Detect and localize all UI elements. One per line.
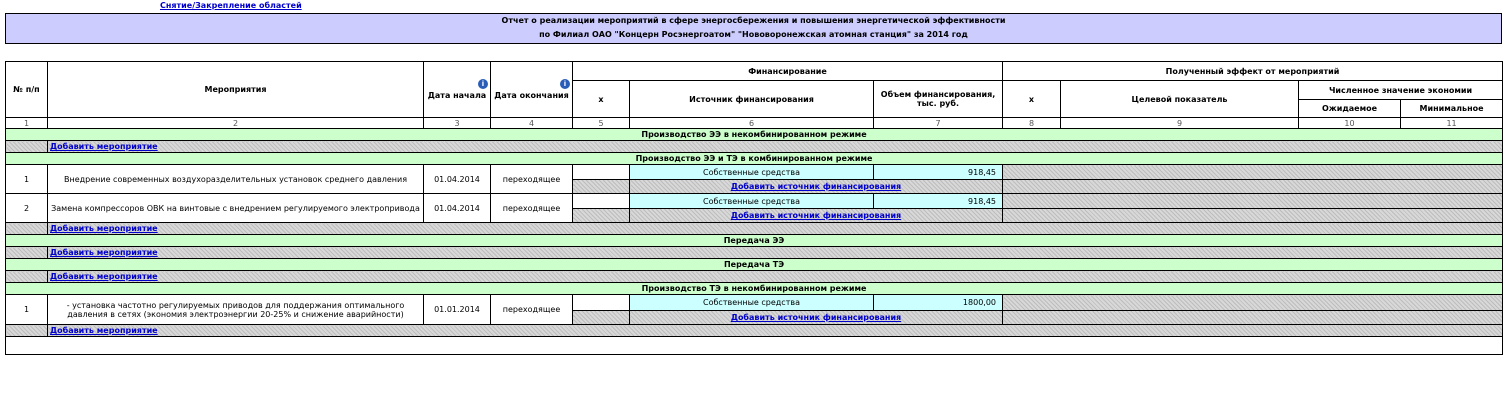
add-event-link[interactable]: Добавить мероприятие <box>50 326 158 335</box>
funding-volume[interactable]: 918,45 <box>874 194 1003 209</box>
filler-cell <box>1003 209 1503 223</box>
empty-footer-row <box>6 337 1503 355</box>
filler-cell <box>1003 194 1503 209</box>
col-number: 1 <box>6 118 48 129</box>
report-table <box>5 61 1503 355</box>
row-date-start: 01.04.2014 <box>424 165 491 194</box>
row-num: 1 <box>6 165 48 194</box>
row-date-start: 01.01.2014 <box>424 295 491 325</box>
row-date-end: переходящее <box>491 165 573 194</box>
row-date-end: переходящее <box>491 194 573 223</box>
header-expected: Ожидаемое <box>1299 100 1401 118</box>
col-number: 8 <box>1003 118 1061 129</box>
header-numeric-economy: Численное значение экономии <box>1299 81 1503 100</box>
filler-cell <box>1003 311 1503 325</box>
funding-source[interactable]: Собственные средства <box>630 165 874 180</box>
header-financing: Финансирование <box>573 62 1003 81</box>
add-event-link[interactable]: Добавить мероприятие <box>50 224 158 233</box>
header-events: Мероприятия <box>48 62 424 118</box>
filler-cell <box>573 209 630 223</box>
col-number: 9 <box>1061 118 1299 129</box>
header-x2: x <box>1003 81 1061 118</box>
section-header: Передача ЭЭ <box>6 235 1503 247</box>
row-date-end: переходящее <box>491 295 573 325</box>
add-event-cell <box>48 247 1503 259</box>
col-number: 7 <box>874 118 1003 129</box>
add-source-cell <box>630 311 1003 325</box>
col-number: 5 <box>573 118 630 129</box>
row-event-name: Внедрение современных воздухоразделительных установок среднего давления <box>48 165 424 194</box>
header-date-end: i Дата окончания <box>491 62 573 118</box>
funding-source[interactable]: Собственные средства <box>630 295 874 311</box>
header-num: № п/п <box>6 62 48 118</box>
funding-volume[interactable]: 918,45 <box>874 165 1003 180</box>
funding-source[interactable]: Собственные средства <box>630 194 874 209</box>
freeze-areas-link[interactable]: Снятие/Закрепление областей <box>160 1 302 10</box>
add-event-link[interactable]: Добавить мероприятие <box>50 142 158 151</box>
report-title <box>5 13 1502 44</box>
info-icon[interactable]: i <box>478 79 488 89</box>
col-number: 4 <box>491 118 573 129</box>
add-event-cell <box>48 325 1503 337</box>
header-x1: x <box>573 81 630 118</box>
header-date-start: i Дата начала <box>424 62 491 118</box>
header-minimal: Минимальное <box>1401 100 1503 118</box>
row-date-start: 01.04.2014 <box>424 194 491 223</box>
add-source-cell <box>630 209 1003 223</box>
col-number: 10 <box>1299 118 1401 129</box>
header-source: Источник финансирования <box>630 81 874 118</box>
filler-cell <box>6 325 48 337</box>
col-number: 6 <box>630 118 874 129</box>
filler-cell <box>6 141 48 153</box>
header-effect: Полученный эффект от мероприятий <box>1003 62 1503 81</box>
add-source-link[interactable]: Добавить источник финансирования <box>730 182 902 191</box>
filler-cell <box>573 180 630 194</box>
section-header: Производство ЭЭ и ТЭ в комбинированном режиме <box>6 153 1503 165</box>
x-cell <box>573 165 630 180</box>
filler-cell <box>573 311 630 325</box>
col-number: 3 <box>424 118 491 129</box>
row-num: 1 <box>6 295 48 325</box>
filler-cell <box>1003 165 1503 180</box>
filler-cell <box>1003 295 1503 311</box>
header-volume: Объем финансирования, тыс. руб. <box>874 81 1003 118</box>
add-event-link[interactable]: Добавить мероприятие <box>50 272 158 281</box>
row-event-name <box>48 295 424 325</box>
funding-volume[interactable]: 1800,00 <box>874 295 1003 311</box>
section-header: Производство ЭЭ в некомбинированном режиме <box>6 129 1503 141</box>
section-header: Передача ТЭ <box>6 259 1503 271</box>
title-line-2: по Филиал ОАО "Концерн Росэнергоатом" "Нововоронежская атомная станция" за 2014 год <box>539 30 968 39</box>
col-number: 2 <box>48 118 424 129</box>
info-icon[interactable]: i <box>560 79 570 89</box>
filler-cell <box>6 247 48 259</box>
filler-cell <box>6 223 48 235</box>
filler-cell <box>1003 180 1503 194</box>
x-cell <box>573 194 630 209</box>
add-source-link[interactable]: Добавить источник финансирования <box>730 211 902 220</box>
add-event-link[interactable]: Добавить мероприятие <box>50 248 158 257</box>
add-event-cell <box>48 223 1503 235</box>
title-line-1: Отчет о реализации мероприятий в сфере энергосбережения и повышения энергетической эффективности <box>501 16 1006 25</box>
row-num: 2 <box>6 194 48 223</box>
x-cell <box>573 295 630 311</box>
col-number: 11 <box>1401 118 1503 129</box>
add-source-cell <box>630 180 1003 194</box>
row-event-name: Замена компрессоров ОВК на винтовые с внедрением регулируемого электропривода <box>48 194 424 223</box>
section-header: Производство ТЭ в некомбинированном режиме <box>6 283 1503 295</box>
add-source-link[interactable]: Добавить источник финансирования <box>730 313 902 322</box>
row-event-name-line: давления в сетях (экономия электроэнергии 20-25% и снижение аварийности) <box>67 309 404 319</box>
header-target: Целевой показатель <box>1061 81 1299 118</box>
add-event-cell <box>48 141 1503 153</box>
filler-cell <box>6 271 48 283</box>
add-event-cell <box>48 271 1503 283</box>
row-event-name-line: - установка частотно регулируемых приводов для поддержания оптимального <box>66 300 405 310</box>
